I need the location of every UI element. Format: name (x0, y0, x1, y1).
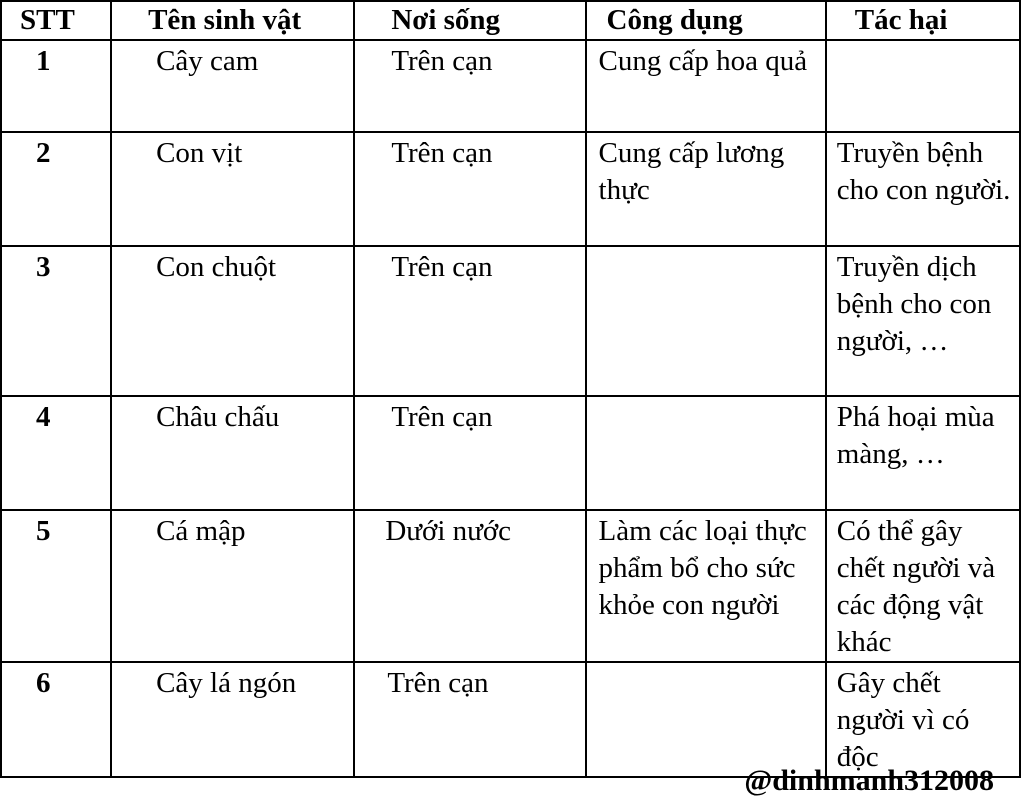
cell-stt: 4 (1, 396, 111, 510)
cell-harm: Truyền bệnh cho con người. (826, 132, 1020, 246)
cell-use: Cung cấp hoa quả (586, 40, 826, 132)
cell-name: Cây lá ngón (111, 662, 354, 777)
cell-stt: 3 (1, 246, 111, 396)
cell-habitat: Dưới nước (354, 510, 585, 662)
cell-habitat: Trên cạn (354, 246, 585, 396)
cell-name: Cá mập (111, 510, 354, 662)
table-row (1, 662, 1020, 777)
cell-harm: Truyền dịch bệnh cho con người, … (826, 246, 1020, 396)
cell-habitat: Trên cạn (354, 40, 585, 132)
cell-harm: Phá hoại mùa màng, … (826, 396, 1020, 510)
cell-use: Làm các loại thực phẩm bổ cho sức khỏe con người (586, 510, 826, 662)
cell-habitat: Trên cạn (354, 396, 585, 510)
cell-use (586, 246, 826, 396)
header-name: Tên sinh vật (111, 1, 354, 40)
table-row (1, 396, 1020, 510)
cell-stt: 6 (1, 662, 111, 777)
cell-use: Cung cấp lương thực (586, 132, 826, 246)
cell-stt: 1 (1, 40, 111, 132)
cell-use (586, 396, 826, 510)
cell-habitat: Trên cạn (354, 662, 585, 777)
header-stt: STT (1, 1, 111, 40)
table-header-row (1, 1, 1020, 40)
table-row (1, 132, 1020, 246)
author-credit: @dinhmanh312008 (744, 764, 994, 797)
cell-stt: 5 (1, 510, 111, 662)
cell-name: Cây cam (111, 40, 354, 132)
table-row (1, 246, 1020, 396)
table-row (1, 510, 1020, 662)
cell-name: Con chuột (111, 246, 354, 396)
cell-name: Châu chấu (111, 396, 354, 510)
header-habitat: Nơi sống (354, 1, 585, 40)
cell-stt: 2 (1, 132, 111, 246)
header-use: Công dụng (586, 1, 826, 40)
cell-name: Con vịt (111, 132, 354, 246)
cell-harm: Gây chết người vì có độc (826, 662, 1020, 777)
cell-harm (826, 40, 1020, 132)
cell-use (586, 662, 826, 777)
table-row (1, 40, 1020, 132)
header-harm: Tác hại (826, 1, 1020, 40)
cell-habitat: Trên cạn (354, 132, 585, 246)
cell-harm: Có thể gây chết người và các động vật khác (826, 510, 1020, 662)
